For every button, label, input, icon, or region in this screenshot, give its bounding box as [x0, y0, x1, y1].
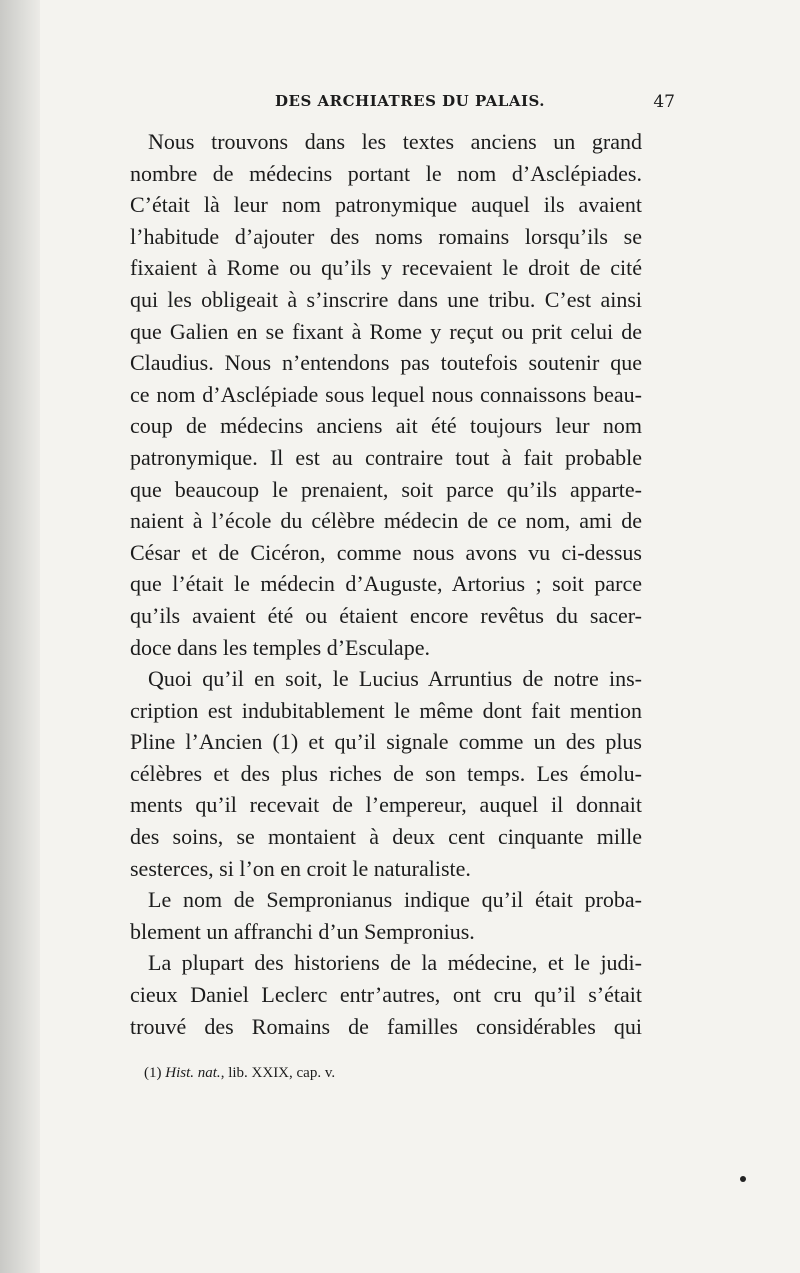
text-line: Claudius. Nous n’entendons pas toutefois soutenir que — [130, 350, 642, 376]
text-line: Pline l’Ancien (1) et qu’il signale comme un des plus — [130, 729, 642, 755]
text-line: patronymique. Il est au contraire tout à fait probable — [130, 444, 642, 470]
book-page — [40, 0, 800, 1273]
text-line: que Galien en se fixant à Rome y reçut ou prit celui de — [130, 318, 642, 344]
text-line: célèbres et des plus riches de son temps. Les émolu- — [130, 760, 642, 786]
text-line: sesterces, si l’on en croit le naturaliste. — [130, 855, 471, 881]
text-line: Nous trouvons dans les textes anciens un grand — [148, 129, 642, 154]
text-line: coup de médecins anciens ait été toujours leur nom — [130, 413, 642, 439]
book-gutter — [0, 0, 40, 1273]
page-number: 47 — [653, 92, 675, 112]
text-line: que beaucoup le prenaient, soit parce qu’ils apparte- — [130, 476, 642, 502]
page-header — [275, 92, 675, 114]
text-line: La plupart des historiens de la médecine, et le judi- — [148, 950, 642, 976]
text-line: fixaient à Rome ou qu’ils y recevaient le droit de cité — [130, 255, 642, 281]
footnote — [144, 1063, 664, 1083]
text-line: ce nom d’Asclépiade sous lequel nous connaissons beau- — [130, 381, 642, 407]
text-line: cription est indubitablement le même dont fait mention — [130, 697, 642, 723]
text-line: l’habitude d’ajouter des noms romains lorsqu’ils se — [130, 223, 642, 249]
text-line: César et de Cicéron, comme nous avons vu ci-dessus — [130, 539, 642, 565]
footnote-title: Hist. nat. — [165, 1065, 221, 1081]
footnote-marker: (1) — [144, 1065, 162, 1081]
text-line: qu’ils avaient été ou étaient encore revêtus du sacer- — [130, 602, 642, 628]
text-line: qui les obligeait à s’inscrire dans une tribu. C’est ainsi — [130, 286, 642, 312]
text-line: doce dans les temples d’Esculape. — [130, 634, 430, 660]
text-line: naient à l’école du célèbre médecin de ce nom, ami de — [130, 508, 642, 534]
footnote-reference: , lib. XXIX, cap. v. — [220, 1065, 336, 1081]
text-line: trouvé des Romains de familles considérables qui — [130, 1013, 642, 1039]
text-line: nombre de médecins portant le nom d’Asclépiades. — [130, 160, 642, 186]
text-line: des soins, se montaient à deux cent cinquante mille — [130, 824, 642, 850]
text-line: que l’était le médecin d’Auguste, Artorius ; soit parce — [130, 571, 642, 597]
text-line: ments qu’il recevait de l’empereur, auquel il donnait — [130, 792, 642, 818]
text-line: Quoi qu’il en soit, le Lucius Arruntius de notre ins- — [148, 666, 642, 692]
ink-speck — [740, 1176, 746, 1182]
text-line: C’était là leur nom patronymique auquel ils avaient — [130, 192, 642, 218]
running-title: DES ARCHIATRES DU PALAIS. — [275, 92, 546, 110]
body-text — [130, 126, 642, 1042]
text-line: blement un affranchi d’un Sempronius. — [130, 918, 475, 944]
text-line: cieux Daniel Leclerc entr’autres, ont cru qu’il s’était — [130, 982, 642, 1008]
text-line: Le nom de Sempronianus indique qu’il était proba- — [148, 887, 642, 913]
